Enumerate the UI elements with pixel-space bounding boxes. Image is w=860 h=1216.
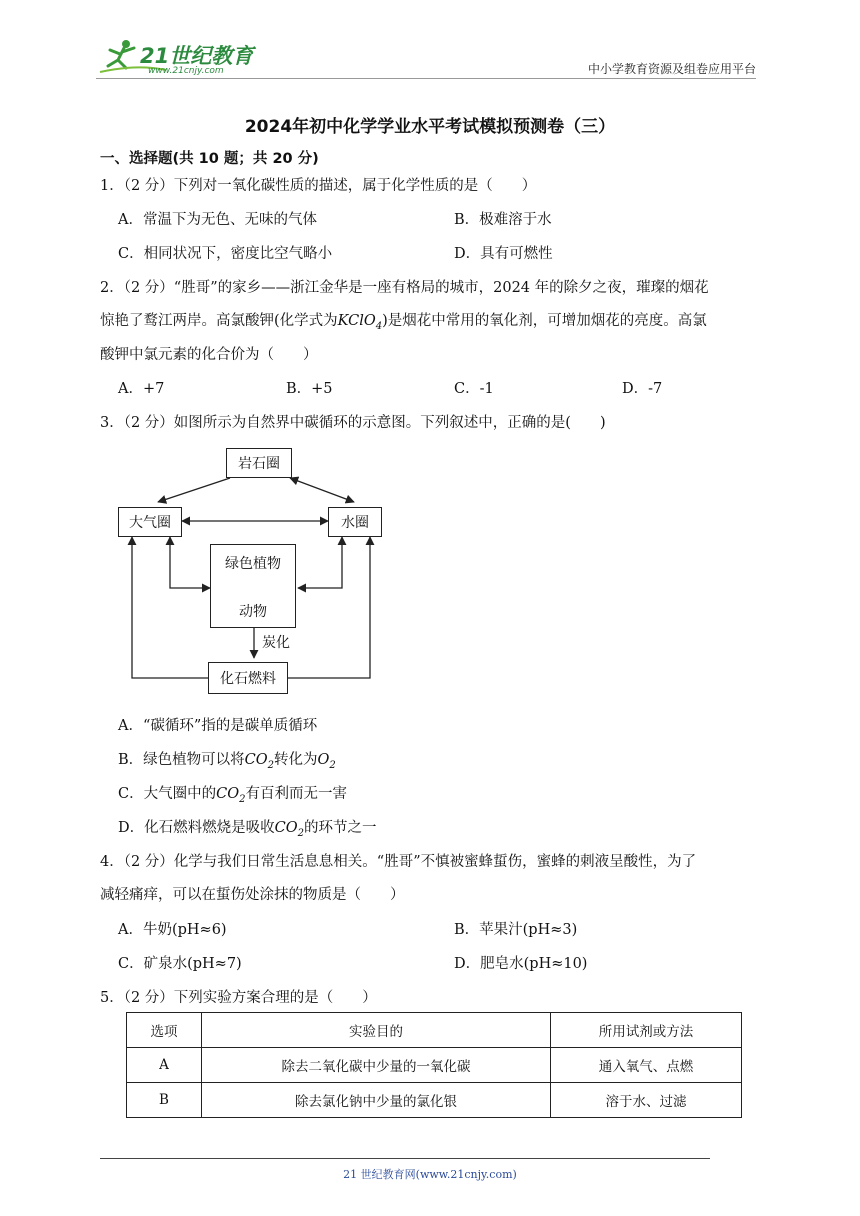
carbonize-label: 炭化 (262, 635, 290, 651)
footer-link[interactable]: 21 世纪教育网(www.21cnjy.com) (343, 1168, 517, 1181)
q4-option-b[interactable]: B．苹果汁(pH≈3) (454, 922, 578, 938)
q5-stem: 5．（2 分）下列实验方案合理的是（ ） (100, 990, 377, 1006)
plants-label: 绿色植物 (225, 556, 281, 572)
q1-option-c[interactable]: C．相同状况下，密度比空气略小 (118, 246, 333, 262)
animals-label: 动物 (239, 604, 267, 620)
box-rock: 岩石圈 (226, 448, 292, 478)
q2-option-d[interactable]: D．-7 (622, 381, 663, 397)
q1-option-d[interactable]: D．具有可燃性 (454, 246, 553, 262)
platform-label: 中小学教育资源及组卷应用平台 (587, 62, 756, 76)
kclo4-formula: KClO$_4$ (337, 313, 383, 332)
table-header-cell: 实验目的 (202, 1013, 551, 1048)
q3-stem: 3．（2 分）如图所示为自然界中碳循环的示意图。下列叙述中，正确的是( ) (100, 415, 606, 431)
table-cell: 溶于水、过滤 (551, 1083, 742, 1118)
table-cell: A (127, 1048, 202, 1083)
header-divider (96, 78, 756, 79)
q3-option-c[interactable]: C．大气圈中的$CO_2$有百利而无一害 (118, 786, 347, 805)
q2-line-3: 酸钾中氯元素的化合价为（ ） (100, 347, 318, 363)
q3-option-d[interactable]: D．化石燃料燃烧是吸收$CO_2$的环节之一 (118, 820, 377, 839)
q4-option-c[interactable]: C．矿泉水(pH≈7) (118, 956, 242, 972)
q2-line-1: 2．（2 分）“胜哥”的家乡——浙江金华是一座有格局的城市，2024 年的除夕之夜，璀璨的烟花 (100, 280, 709, 296)
table-row (127, 1048, 742, 1083)
logo-url: www.21cnjy.com (148, 66, 224, 76)
table-header-cell: 选项 (127, 1013, 202, 1048)
table-header-cell: 所用试剂或方法 (551, 1013, 742, 1048)
q1-option-a[interactable]: A．常温下为无色、无味的气体 (118, 212, 317, 228)
table-cell: 除去二氧化碳中少量的一氧化碳 (202, 1048, 551, 1083)
section-heading: 一、选择题(共 10 题；共 20 分) (100, 151, 319, 167)
table-cell: 通入氧气、点燃 (551, 1048, 742, 1083)
box-plants-animals (210, 544, 296, 628)
q1-stem: 1．（2 分）下列对一氧化碳性质的描述，属于化学性质的是（ ） (100, 178, 537, 194)
footer-divider (100, 1158, 710, 1159)
q4-line-1: 4．（2 分）化学与我们日常生活息息相关。“胜哥”不慎被蜜蜂蜇伤，蜜蜂的刺液呈酸性，为了 (100, 854, 697, 870)
logo-text: 21世纪教育 (140, 44, 254, 68)
q4-line-2: 减轻痛痒，可以在蜇伤处涂抹的物质是（ ） (100, 887, 405, 903)
page-title: 2024年初中化学学业水平考试模拟预测卷（三） (244, 117, 616, 137)
q3-option-b[interactable]: B．绿色植物可以将$CO_2$转化为$O_2$ (118, 752, 336, 771)
q2-option-b[interactable]: B．+5 (286, 381, 333, 397)
table-cell: B (127, 1083, 202, 1118)
carbon-cycle-diagram (110, 440, 410, 700)
q2-option-a[interactable]: A．+7 (118, 381, 165, 397)
box-fossil: 化石燃料 (208, 662, 288, 694)
table-row (127, 1083, 742, 1118)
box-water: 水圈 (328, 507, 382, 537)
q1-option-b[interactable]: B．极难溶于水 (454, 212, 552, 228)
q3-option-a[interactable]: A．“碳循环”指的是碳单质循环 (118, 718, 318, 734)
q4-option-d[interactable]: D．肥皂水(pH≈10) (454, 956, 588, 972)
site-logo (96, 36, 256, 80)
table-header-row (127, 1013, 742, 1048)
q5-table (126, 1012, 742, 1118)
q4-option-a[interactable]: A．牛奶(pH≈6) (118, 922, 227, 938)
table-cell: 除去氯化钠中少量的氯化银 (202, 1083, 551, 1118)
q2-line-2: 惊艳了鹜江两岸。高氯酸钾(化学式为KClO$_4$)是烟花中常用的氧化剂，可增加烟花的亮度。高氯 (100, 313, 707, 332)
q2-option-c[interactable]: C．-1 (454, 381, 494, 397)
box-atmosphere: 大气圈 (118, 507, 182, 537)
